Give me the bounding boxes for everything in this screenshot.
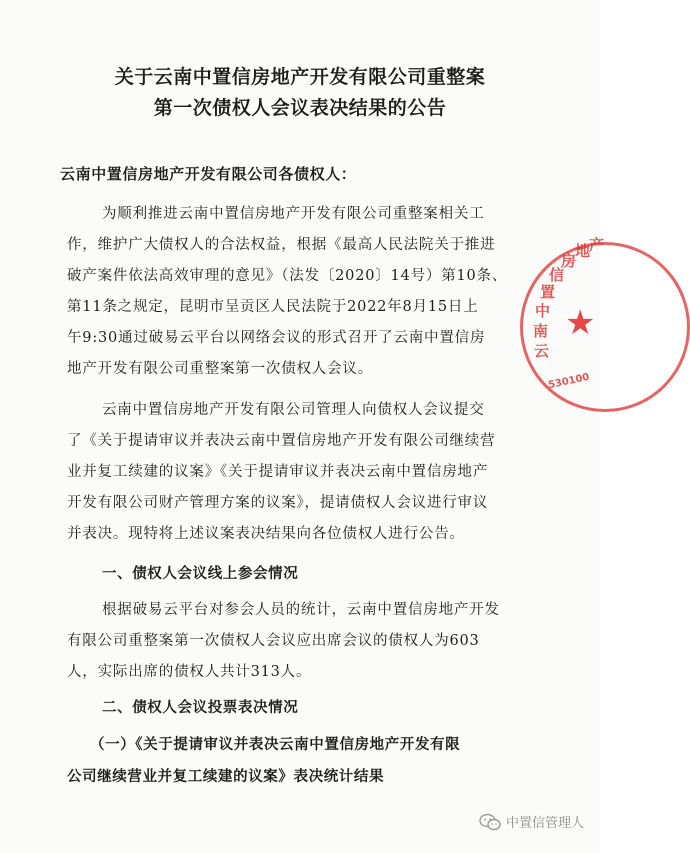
section-1-heading: 一、债权人会议线上参会情况: [102, 566, 299, 582]
paragraph-2-line: 开发有限公司财产管理方案的议案》，提请债权人会议进行审议: [67, 495, 489, 511]
seal-text-char: 中: [535, 302, 551, 320]
paragraph-1-line: 第11条之规定，昆明市呈贡区人民法院于2022年8月15日上: [67, 299, 479, 315]
seal-text-char: 云: [534, 342, 550, 360]
paragraph-1-line: 作，维护广大债权人的合法权益，根据《最高人民法院关于推进: [67, 237, 496, 253]
seal-code: 530100: [547, 371, 591, 392]
paragraph-3-line: 根据破易云平台对参会人员的统计，云南中置信房地产开发: [102, 602, 500, 618]
paragraph-1-line: 破产案件依法高效审理的意见》（法发〔2020〕14号）第10条、: [67, 268, 508, 284]
seal-text-char: 产: [589, 236, 605, 254]
salutation: 云南中置信房地产开发有限公司各债权人：: [60, 165, 357, 183]
document-title-line-2: 第一次债权人会议表决结果的公告: [153, 97, 447, 119]
seal-text-char: 房: [561, 252, 577, 270]
subsection-1-line: 公司继续营业并复工续建的议案》表决统计结果: [67, 769, 385, 785]
watermark-text: 中置信管理人: [505, 816, 584, 831]
seal-text-char: 信: [549, 266, 565, 284]
seal-star-icon: ★: [565, 303, 596, 343]
paragraph-3-line: 人，实际出席的债权人共计313人。: [67, 664, 312, 680]
seal-text-char: 南: [533, 322, 549, 340]
paragraph-2-line: 业并复工续建的议案》《关于提请审议并表决云南中置信房地产: [67, 464, 489, 480]
paragraph-2-line: 了《关于提请审议并表决云南中置信房地产开发有限公司继续营: [67, 433, 496, 449]
seal-text-char: 置: [540, 283, 556, 301]
paragraph-3-line: 有限公司重整案第一次债权人会议应出席会议的债权人为603: [67, 633, 480, 649]
document-title-line-1: 关于云南中置信房地产开发有限公司重整案: [114, 66, 486, 88]
wechat-watermark: [479, 812, 584, 831]
paragraph-1-line: 午9:30通过破易云平台以网络会议的形式召开了云南中置信房: [67, 330, 486, 346]
paragraph-2-line: 并表决。现特将上述议案表决结果向各位债权人进行公告。: [67, 526, 465, 542]
wechat-icon: [479, 813, 501, 831]
paragraph-1-line: 地产开发有限公司重整案第一次债权人会议。: [67, 361, 373, 377]
paragraph-1-line: 为顺利推进云南中置信房地产开发有限公司重整案相关工: [102, 206, 485, 222]
section-2-heading: 二、债权人会议投票表决情况: [102, 700, 299, 716]
paragraph-2-line: 云南中置信房地产开发有限公司管理人向债权人会议提交: [102, 402, 485, 418]
seal-text-char: 地: [575, 242, 591, 260]
subsection-1-line: （一）《关于提请审议并表决云南中置信房地产开发有限: [90, 737, 461, 753]
